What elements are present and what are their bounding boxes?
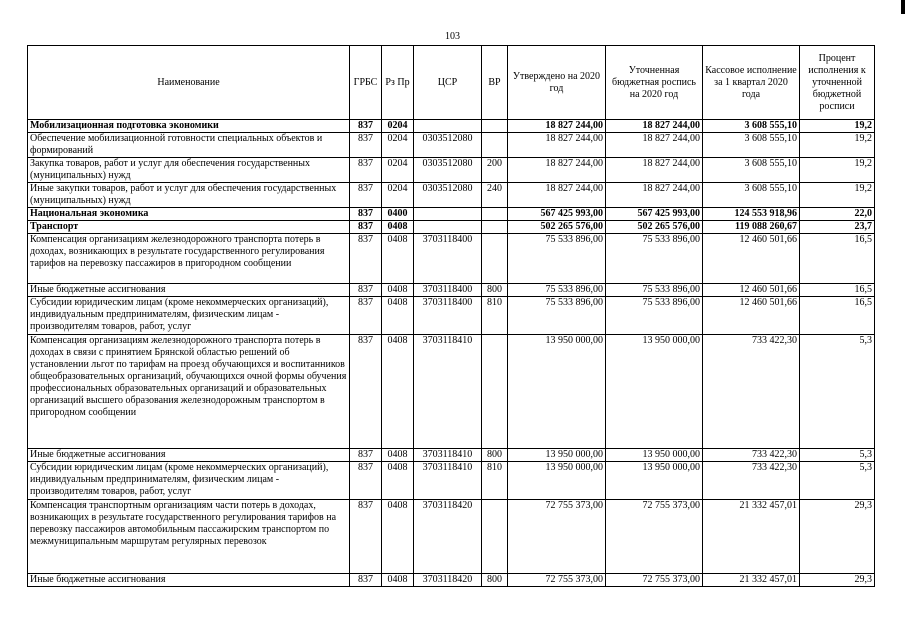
header-grbs: ГРБС	[350, 46, 382, 120]
cell-name: Иные закупки товаров, работ и услуг для обеспечения государственных (муниципальных) нужд	[28, 183, 350, 208]
cell-approved: 75 533 896,00	[508, 297, 606, 335]
cell-refined: 18 827 244,00	[606, 133, 703, 158]
cell-approved: 72 755 373,00	[508, 574, 606, 587]
cell-percent: 19,2	[800, 120, 875, 133]
cell-refined: 13 950 000,00	[606, 335, 703, 449]
cell-grbs: 837	[350, 234, 382, 284]
cell-approved: 18 827 244,00	[508, 158, 606, 183]
table-body	[28, 120, 875, 587]
cell-rzpr: 0408	[382, 335, 414, 449]
page-number: 103	[445, 31, 460, 42]
cell-percent: 5,3	[800, 335, 875, 449]
table-row	[28, 462, 875, 500]
cell-csr: 3703118400	[414, 234, 482, 284]
table-row	[28, 574, 875, 587]
cell-grbs: 837	[350, 500, 382, 574]
cell-rzpr: 0204	[382, 183, 414, 208]
cell-percent: 5,3	[800, 449, 875, 462]
cell-cash: 733 422,30	[703, 335, 800, 449]
cell-grbs: 837	[350, 120, 382, 133]
cell-percent: 16,5	[800, 234, 875, 284]
cell-percent: 23,7	[800, 221, 875, 234]
cell-refined: 72 755 373,00	[606, 574, 703, 587]
cell-csr	[414, 221, 482, 234]
cell-vr: 240	[482, 183, 508, 208]
cell-cash: 21 332 457,01	[703, 574, 800, 587]
header-row	[28, 46, 875, 120]
cell-refined: 18 827 244,00	[606, 120, 703, 133]
header-csr: ЦСР	[414, 46, 482, 120]
budget-table	[27, 45, 875, 587]
cell-name: Мобилизационная подготовка экономики	[28, 120, 350, 133]
cell-vr	[482, 133, 508, 158]
cell-approved: 75 533 896,00	[508, 234, 606, 284]
cell-rzpr: 0400	[382, 208, 414, 221]
table-row	[28, 297, 875, 335]
cell-grbs: 837	[350, 449, 382, 462]
cell-vr: 800	[482, 574, 508, 587]
table-row	[28, 500, 875, 574]
cell-cash: 12 460 501,66	[703, 234, 800, 284]
cell-approved: 18 827 244,00	[508, 183, 606, 208]
cell-approved: 72 755 373,00	[508, 500, 606, 574]
cell-grbs: 837	[350, 335, 382, 449]
cell-percent: 19,2	[800, 133, 875, 158]
cell-rzpr: 0408	[382, 462, 414, 500]
cell-name: Субсидии юридическим лицам (кроме некоммерческих организаций), индивидуальным предпринимателям, физическим лицам - производителям товаров, работ, услуг	[28, 297, 350, 335]
table-row	[28, 335, 875, 449]
cell-refined: 72 755 373,00	[606, 500, 703, 574]
cell-rzpr: 0408	[382, 234, 414, 284]
cell-csr: 3703118410	[414, 335, 482, 449]
cell-cash: 733 422,30	[703, 462, 800, 500]
cell-rzpr: 0408	[382, 221, 414, 234]
cell-grbs: 837	[350, 297, 382, 335]
cell-approved: 18 827 244,00	[508, 133, 606, 158]
cell-approved: 18 827 244,00	[508, 120, 606, 133]
cell-rzpr: 0204	[382, 158, 414, 183]
cell-name: Компенсация организациям железнодорожного транспорта потерь в доходах в связи с принятием Брянской областью решений об установлении льгот по тарифам на проезд обучающихся и воспитанников общеобразовательных организаций, обучающихся очной формы обучения профессиональных образовательных организаций и образовательных организаций высшего образования железнодорожным транспортом в пригородном сообщении	[28, 335, 350, 449]
cell-percent: 29,3	[800, 574, 875, 587]
edge-mark	[901, 0, 905, 14]
cell-percent: 16,5	[800, 297, 875, 335]
cell-csr: 0303512080	[414, 133, 482, 158]
cell-refined: 18 827 244,00	[606, 183, 703, 208]
header-approved: Утверждено на 2020 год	[508, 46, 606, 120]
cell-csr: 0303512080	[414, 158, 482, 183]
table-row	[28, 234, 875, 284]
cell-csr: 3703118420	[414, 500, 482, 574]
header-cash: Кассовое исполнение за 1 квартал 2020 года	[703, 46, 800, 120]
cell-csr: 3703118410	[414, 449, 482, 462]
cell-vr	[482, 120, 508, 133]
cell-grbs: 837	[350, 574, 382, 587]
cell-approved: 75 533 896,00	[508, 284, 606, 297]
cell-name: Субсидии юридическим лицам (кроме некоммерческих организаций), индивидуальным предпринимателям, физическим лицам - производителям товаров, работ, услуг	[28, 462, 350, 500]
cell-csr: 3703118400	[414, 284, 482, 297]
cell-refined: 75 533 896,00	[606, 234, 703, 284]
cell-grbs: 837	[350, 462, 382, 500]
cell-grbs: 837	[350, 133, 382, 158]
cell-percent: 5,3	[800, 462, 875, 500]
cell-csr	[414, 208, 482, 221]
cell-name: Транспорт	[28, 221, 350, 234]
cell-vr: 200	[482, 158, 508, 183]
cell-cash: 12 460 501,66	[703, 284, 800, 297]
table-row	[28, 120, 875, 133]
cell-refined: 18 827 244,00	[606, 158, 703, 183]
cell-vr	[482, 500, 508, 574]
cell-grbs: 837	[350, 284, 382, 297]
cell-vr: 810	[482, 297, 508, 335]
cell-csr: 3703118400	[414, 297, 482, 335]
table-row	[28, 284, 875, 297]
cell-percent: 29,3	[800, 500, 875, 574]
header-vr: ВР	[482, 46, 508, 120]
cell-refined: 75 533 896,00	[606, 284, 703, 297]
cell-csr: 3703118420	[414, 574, 482, 587]
cell-approved: 13 950 000,00	[508, 462, 606, 500]
cell-name: Иные бюджетные ассигнования	[28, 284, 350, 297]
cell-grbs: 837	[350, 158, 382, 183]
table-row	[28, 183, 875, 208]
cell-percent: 19,2	[800, 183, 875, 208]
table-row	[28, 449, 875, 462]
cell-cash: 12 460 501,66	[703, 297, 800, 335]
cell-cash: 3 608 555,10	[703, 120, 800, 133]
cell-cash: 3 608 555,10	[703, 133, 800, 158]
cell-rzpr: 0408	[382, 297, 414, 335]
cell-rzpr: 0408	[382, 574, 414, 587]
cell-name: Закупка товаров, работ и услуг для обеспечения государственных (муниципальных) нужд	[28, 158, 350, 183]
cell-refined: 13 950 000,00	[606, 462, 703, 500]
cell-refined: 13 950 000,00	[606, 449, 703, 462]
table-row	[28, 208, 875, 221]
cell-csr: 0303512080	[414, 183, 482, 208]
cell-percent: 19,2	[800, 158, 875, 183]
cell-name: Национальная экономика	[28, 208, 350, 221]
cell-percent: 22,0	[800, 208, 875, 221]
table-row	[28, 133, 875, 158]
cell-refined: 502 265 576,00	[606, 221, 703, 234]
cell-name: Иные бюджетные ассигнования	[28, 449, 350, 462]
cell-name: Обеспечение мобилизационной готовности специальных объектов и формирований	[28, 133, 350, 158]
header-rzpr: Рз Пр	[382, 46, 414, 120]
table-row	[28, 221, 875, 234]
cell-rzpr: 0408	[382, 449, 414, 462]
table-row	[28, 158, 875, 183]
cell-grbs: 837	[350, 183, 382, 208]
cell-csr: 3703118410	[414, 462, 482, 500]
cell-cash: 119 088 260,67	[703, 221, 800, 234]
cell-vr	[482, 335, 508, 449]
cell-approved: 567 425 993,00	[508, 208, 606, 221]
cell-vr	[482, 208, 508, 221]
cell-refined: 567 425 993,00	[606, 208, 703, 221]
cell-vr: 800	[482, 449, 508, 462]
cell-cash: 124 553 918,96	[703, 208, 800, 221]
cell-percent: 16,5	[800, 284, 875, 297]
cell-cash: 733 422,30	[703, 449, 800, 462]
cell-cash: 3 608 555,10	[703, 158, 800, 183]
cell-cash: 21 332 457,01	[703, 500, 800, 574]
cell-grbs: 837	[350, 208, 382, 221]
cell-name: Компенсация транспортным организациям части потерь в доходах, возникающих в результате государственного регулирования тарифов на перевозку пассажиров автомобильным пассажирским транспортом по межмуниципальным маршрутам регулярных перевозок	[28, 500, 350, 574]
header-name: Наименование	[28, 46, 350, 120]
header-percent: Процент исполнения к уточненной бюджетной росписи	[800, 46, 875, 120]
cell-csr	[414, 120, 482, 133]
cell-rzpr: 0408	[382, 500, 414, 574]
cell-approved: 13 950 000,00	[508, 449, 606, 462]
cell-name: Иные бюджетные ассигнования	[28, 574, 350, 587]
cell-vr	[482, 234, 508, 284]
cell-vr	[482, 221, 508, 234]
cell-name: Компенсация организациям железнодорожного транспорта потерь в доходах, возникающих в результате государственного регулирования тарифов на перевозку пассажиров в пригородном сообщении	[28, 234, 350, 284]
cell-refined: 75 533 896,00	[606, 297, 703, 335]
cell-approved: 502 265 576,00	[508, 221, 606, 234]
cell-approved: 13 950 000,00	[508, 335, 606, 449]
header-refined: Уточненная бюджетная роспись на 2020 год	[606, 46, 703, 120]
cell-vr: 810	[482, 462, 508, 500]
cell-rzpr: 0204	[382, 133, 414, 158]
cell-vr: 800	[482, 284, 508, 297]
cell-cash: 3 608 555,10	[703, 183, 800, 208]
cell-rzpr: 0408	[382, 284, 414, 297]
cell-grbs: 837	[350, 221, 382, 234]
cell-rzpr: 0204	[382, 120, 414, 133]
